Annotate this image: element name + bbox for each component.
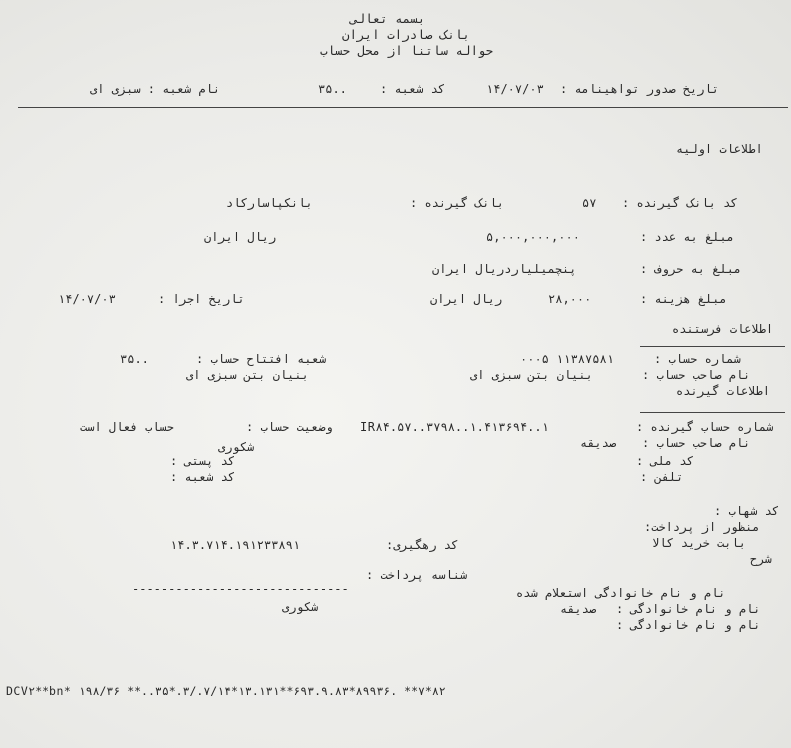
- receiver-bank-name-label: بانک گیرنده :: [410, 196, 504, 210]
- receiver-bank-name-value: بانکپاسارکاد: [226, 196, 313, 210]
- branch-code-value: ۳۵..: [318, 82, 347, 96]
- inquired-name-label: نام و نام خانوادگی استعلام شده: [516, 586, 726, 600]
- person2-name-label: نام و نام خانوادگی :: [616, 618, 761, 632]
- header-bismillah: بسمه تعالی: [350, 11, 426, 26]
- issue-date-value: ۱۴/۰۷/۰۳: [486, 82, 544, 96]
- person1-name-label: نام و نام خانوادگی :: [616, 602, 761, 616]
- payment-id-label: شناسه پرداخت :: [366, 568, 468, 582]
- branch-code-label: کد شعبه :: [380, 82, 446, 96]
- exec-date-label: تاریخ اجرا :: [158, 292, 245, 306]
- receiver-owner-extra: شکوری: [218, 440, 255, 454]
- receiver-national-code-label: کد ملی :: [636, 454, 694, 468]
- sender-account-no-label: شماره حساب :: [654, 352, 741, 366]
- payment-purpose-label: منظور از پرداخت:: [644, 520, 760, 534]
- shahab-code-label: کد شهاب :: [714, 504, 780, 518]
- sender-divider: [640, 346, 785, 347]
- payment-id-dashes: ------------------------------: [132, 582, 349, 596]
- tracking-code-label: کد رهگیری:: [386, 538, 459, 552]
- sender-owner-value: بنیان بتن سبزی ای: [470, 368, 593, 382]
- receiver-postal-code-label: کد پستی :: [170, 454, 236, 468]
- receiver-account-label: شماره حساب گیرنده :: [636, 420, 774, 434]
- branch-name-label: نام شعبه : سبزی ای: [90, 82, 221, 96]
- receiver-owner-label: نام صاحب حساب :: [642, 436, 751, 450]
- initial-section-title: اطلاعات اولیه: [676, 142, 763, 156]
- amount-text-label: مبلغ به حروف :: [640, 262, 742, 276]
- receiver-owner-value: صدیقه: [580, 436, 617, 450]
- footer-code-line: DCV۲**bn* ۱۹۸/۳۶ **..۳۵*.۳/.۷/۱۴*۱۳.۱۳۱**۶۹۳.۹.۸۳*۸۹۹۳۶. **۷*۸۲: [6, 684, 446, 698]
- amount-number-label: مبلغ به عدد :: [640, 230, 734, 244]
- receiver-section-title: اطلاعات گیرنده: [676, 384, 770, 398]
- receiver-phone-label: تلفن :: [640, 470, 684, 484]
- payment-purpose-value: بابت خرید کالا: [652, 536, 746, 550]
- description-label: شرح: [750, 552, 772, 566]
- person1-name-value: صدیقه: [560, 602, 597, 616]
- sender-open-branch-label: شعبه افتتاح حساب :: [196, 352, 327, 366]
- fee-unit: ریال ایران: [430, 292, 503, 306]
- receiver-status-value: حساب فعال است: [80, 420, 174, 434]
- fee-label: مبلغ هزینه :: [640, 292, 727, 306]
- sender-section-title: اطلاعات فرستنده: [672, 322, 774, 336]
- receiver-divider: [640, 412, 785, 413]
- sender-owner-value-alt: بنیان بتن سبزی ای: [186, 368, 309, 382]
- inquired-name-value: شکوری: [282, 600, 319, 614]
- sender-open-branch-value: ۳۵..: [120, 352, 149, 366]
- receiver-bank-code-label: کد بانک گیرنده :: [622, 196, 738, 210]
- amount-number-unit: ریال ایران: [204, 230, 277, 244]
- receiver-account-value: IR۸۴.۵۷..۳۷۹۸..۱.۴۱۳۶۹۴..۱: [360, 420, 549, 434]
- issue-date-label: تاریخ صدور تواهینامه :: [560, 82, 719, 96]
- receiver-bank-code-value: ۵۷: [582, 196, 597, 210]
- exec-date-value: ۱۴/۰۷/۰۳: [58, 292, 116, 306]
- fee-value: ۲۸,۰۰۰: [548, 292, 592, 306]
- sender-account-no-value: ۰۰۰۵ ۱۱۳۸۷۵۸۱: [520, 352, 614, 366]
- receiver-branch-code-label: کد شعبه :: [170, 470, 236, 484]
- tracking-code-value: ۱۴.۳.۷۱۴.۱۹۱۲۳۳۸۹۱: [170, 538, 301, 552]
- header-bank-name: بانک صادرات ایران: [342, 27, 470, 42]
- amount-number-value: ۵,۰۰۰,۰۰۰,۰۰۰: [486, 230, 580, 244]
- header-divider: [18, 107, 788, 108]
- sender-owner-label: نام صاحب حساب :: [642, 368, 751, 382]
- receiver-status-label: وضعیت حساب :: [246, 420, 333, 434]
- amount-text-value: پنچمیلیاردریال ایران: [432, 262, 577, 276]
- header-document-title: حواله ساتنا از محل حساب: [320, 43, 494, 58]
